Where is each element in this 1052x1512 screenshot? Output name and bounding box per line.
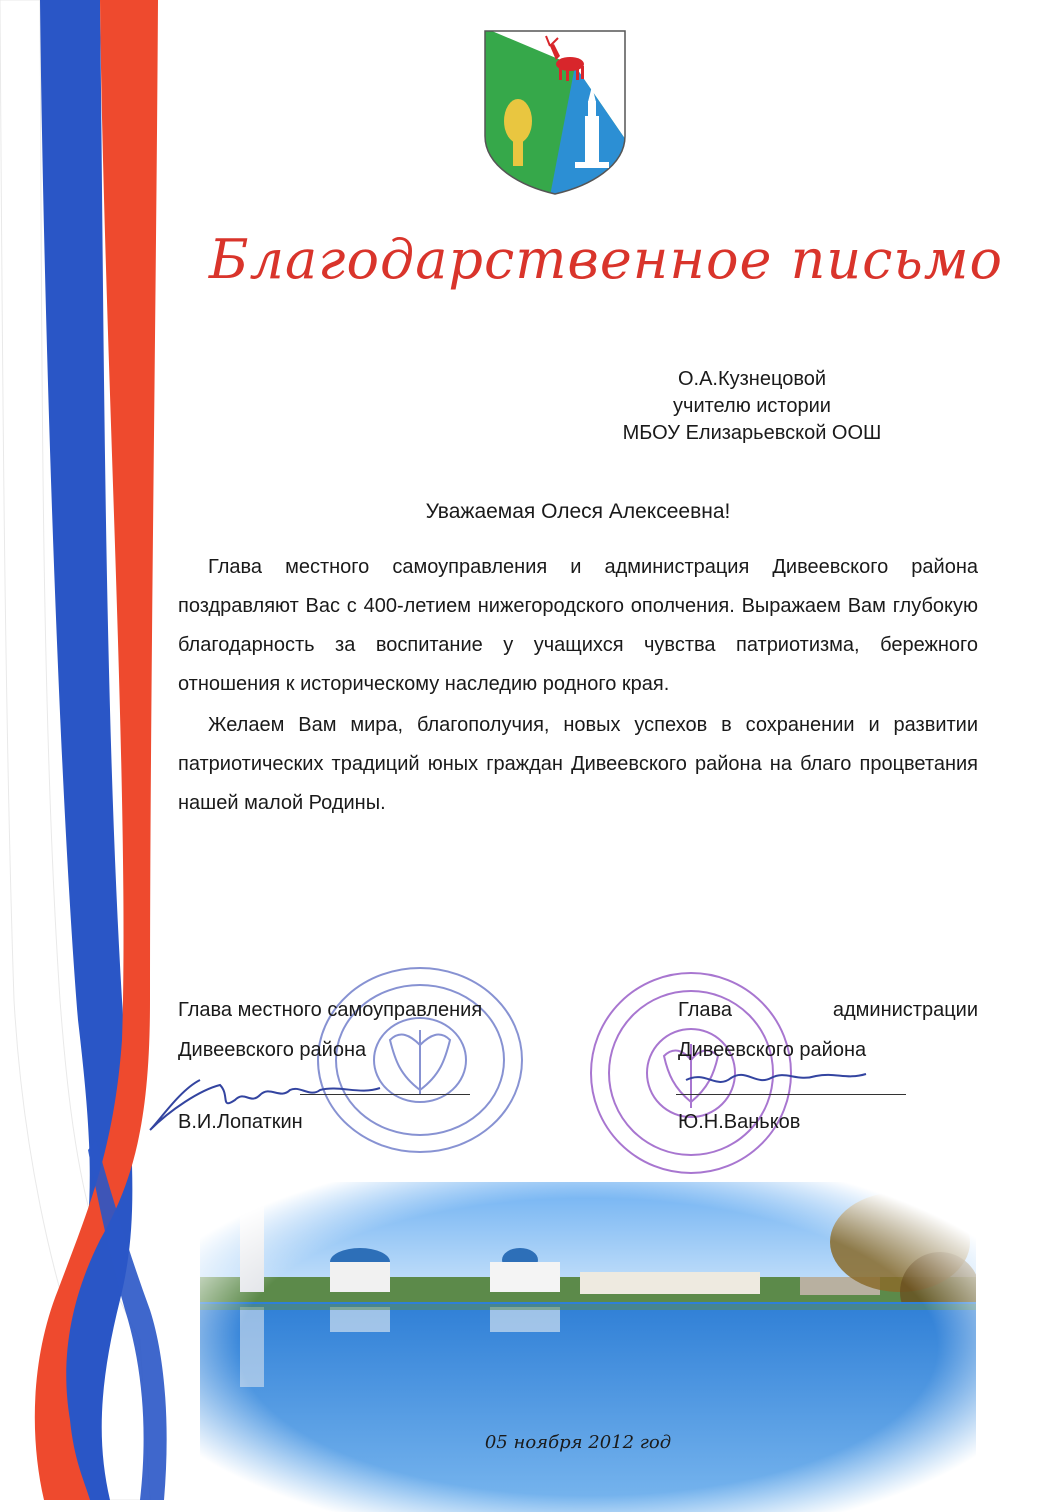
signatory-name: Ю.Н.Ваньков <box>678 1111 801 1133</box>
landscape-photo <box>200 1182 976 1512</box>
position-word: Глава <box>678 999 733 1021</box>
addressee-name: О.А.Кузнецовой <box>677 368 827 390</box>
coat-of-arms <box>480 26 630 196</box>
paragraph: Глава местного самоуправления и администрация Дивеевского района поздравляют Вас с 400-летием нижегородского ополчения. Выражаем Вам глубокую благодарность за воспитание у учащихся чувства патриотизма, бережного отношения к историческому наследию родного края. <box>178 556 978 695</box>
signatory-name: В.И.Лопаткин <box>178 1111 303 1133</box>
position-word: администрации <box>832 999 978 1021</box>
signatory-position: Глава местного самоуправления <box>178 999 483 1021</box>
greeting: Уважаемая Олеся Алексеевна! <box>425 500 731 523</box>
addressee-position: учителю истории <box>673 395 831 417</box>
letter-body <box>178 548 978 823</box>
signatory-district: Дивеевского района <box>178 1039 367 1061</box>
signatory-position <box>678 990 978 1030</box>
paragraph: Желаем Вам мира, благополучия, новых успехов в сохранении и развитии патриотических традиций юных граждан Дивеевского района на благо процветания нашей малой Родины. <box>178 714 978 814</box>
signatory-right <box>678 990 978 1142</box>
addressee-organization: МБОУ Елизарьевской ООШ <box>622 422 882 444</box>
document-title: Благодарственное письмо <box>208 228 1004 291</box>
signatory-district: Дивеевского района <box>678 1039 867 1061</box>
addressee-block <box>560 366 944 447</box>
signatory-left <box>178 990 548 1142</box>
document-date: 05 ноября 2012 год <box>484 1432 672 1453</box>
